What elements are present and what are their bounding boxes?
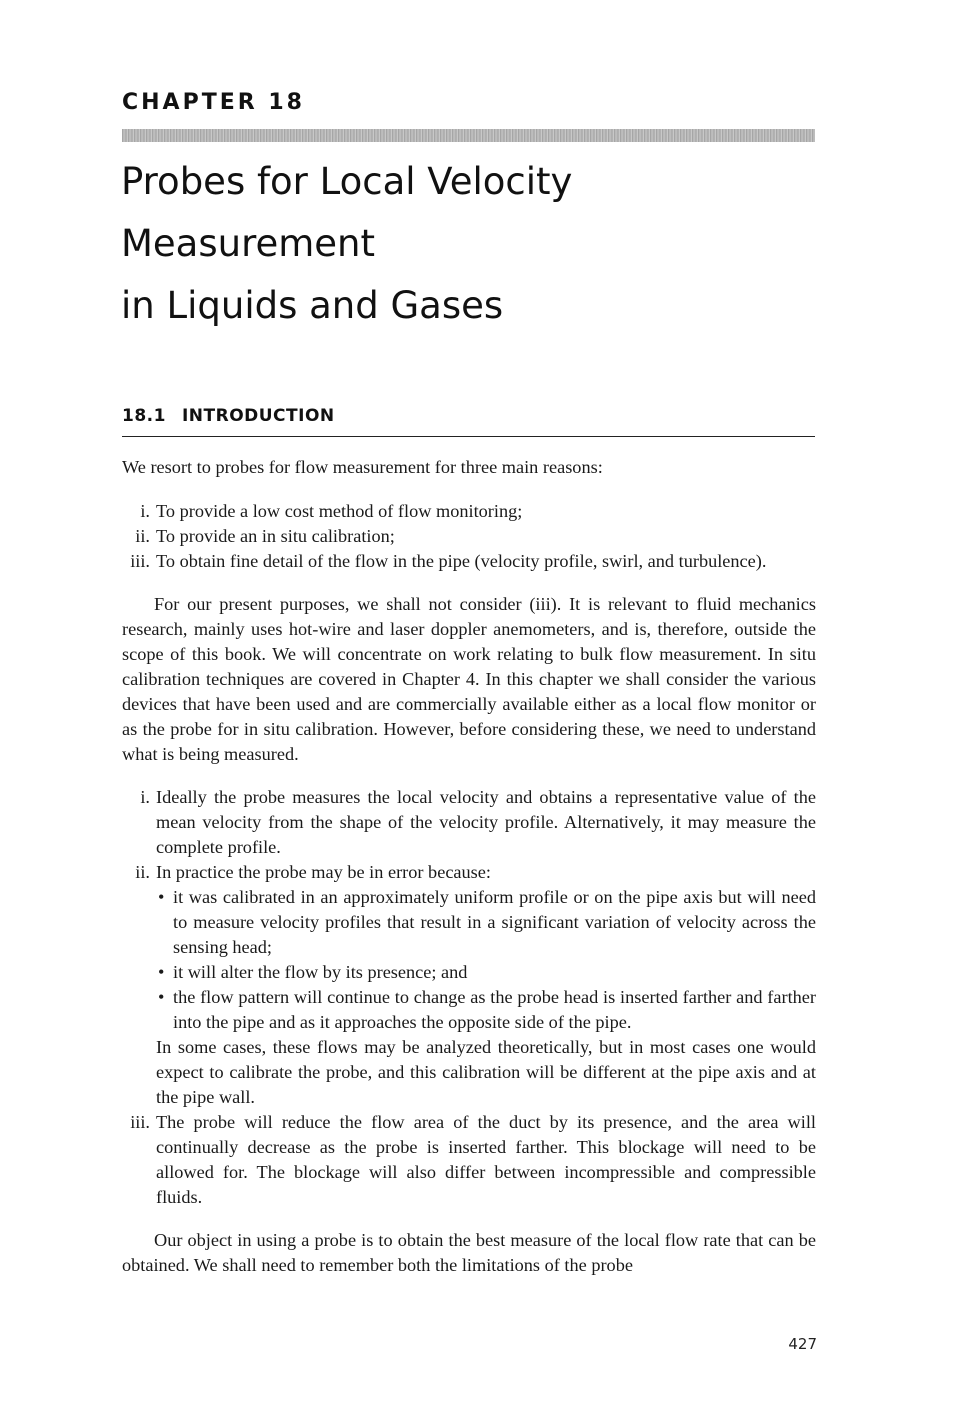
chapter-title [121,151,821,337]
list-item-text: To provide a low cost method of flow monitoring; [156,501,523,521]
list-item-text: The probe will reduce the flow area of the duct by its presence, and the area will continually decrease as the probe is inserted farther. This blockage will need to be allowed for. The blockage will also differ between incompressible and compressible fluids. [156,1112,816,1207]
section-heading [122,406,335,426]
bullet-item: • the flow pattern will continue to change as the probe head is inserted farther and farther into the pipe and as it approaches the opposite side of the pipe. [156,985,816,1035]
body-text [122,455,816,1278]
chapter-title-line-1: Probes for Local Velocity Measurement [121,160,573,265]
list-item-text: To provide an in situ calibration; [156,526,395,546]
chapter-label: CHAPTER 18 [122,90,305,115]
paragraph: Our object in using a probe is to obtain the best measure of the local flow rate that can be obtained. We shall need to remember both the limitations of the probe [122,1230,816,1275]
list-item-text: In practice the probe may be in error because: [156,862,491,882]
section-number: 18.1 [122,406,166,426]
list-item-text: To obtain fine detail of the flow in the pipe (velocity profile, swirl, and turbulence). [156,551,767,571]
paragraph: For our present purposes, we shall not consider (iii). It is relevant to fluid mechanics research, mainly uses hot-wire and laser doppler anemometers, and is, therefore, outside the scope of this book. We will concentrate on work relating to bulk flow measurement. In situ calibration techniques are covered in Chapter 4. In this chapter we shall consider the various devices that have been used and are commercially available either as a local flow monitor or as the probe for in situ calibration. However, before considering these, we need to understand what is being measured. [122,594,816,764]
section-title: INTRODUCTION [181,406,335,426]
list-item-number: iii. [130,551,150,571]
list-item [122,1110,816,1210]
chapter-title-line-2: in Liquids and Gases [121,284,504,327]
chapter-rule [122,129,815,142]
list-item-continuation: In some cases, these flows may be analyzed theoretically, but in most cases one would expect to calibrate the probe, and this calibration will be different at the pipe axis and at the pipe wall. [156,1037,816,1107]
reasons-list [122,499,816,574]
list-item [122,524,816,549]
list-item [122,860,816,1110]
error-causes-list [156,885,816,1035]
intro-sentence: We resort to probes for flow measurement for three main reasons: [122,457,603,477]
page-number: 427 [788,1335,817,1353]
list-item-number: ii. [135,862,150,882]
bullet-item: • it will alter the flow by its presence; and [156,960,816,985]
list-item-number: ii. [135,526,150,546]
list-item-number: iii. [130,1112,150,1132]
list-item [122,499,816,524]
list-item-text: Ideally the probe measures the local velocity and obtains a representative value of the mean velocity from the shape of the velocity profile. Alternatively, it may measure the complete profile. [156,787,816,857]
list-item-number: i. [140,501,150,521]
list-item-number: i. [140,787,150,807]
section-rule [122,436,815,437]
list-item [122,549,816,574]
bullet-item: • it was calibrated in an approximately uniform profile or on the pipe axis but will need to measure velocity profiles that result in a significant variation of velocity across the sensing head; [156,885,816,960]
measurement-points-list [122,785,816,1210]
list-item [122,785,816,860]
